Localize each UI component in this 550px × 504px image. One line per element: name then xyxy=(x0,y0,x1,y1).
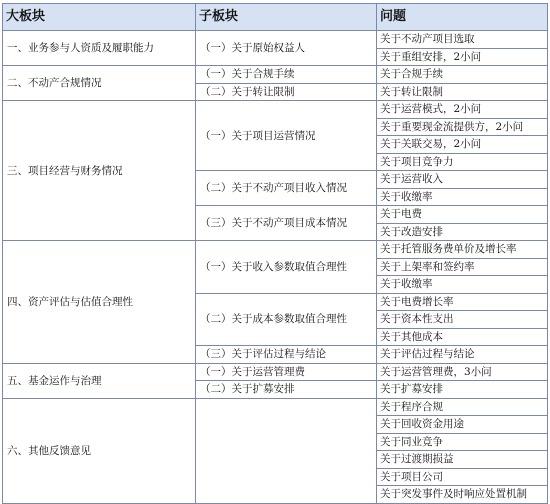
question-cell: 关于运营收入 xyxy=(377,171,548,189)
table-row xyxy=(3,31,548,49)
question-cell: 关于扩募安排 xyxy=(377,381,548,399)
question-cell: 关于程序合规 xyxy=(377,398,548,416)
question-cell: 关于突发事件及时响应处置机制 xyxy=(377,486,548,504)
major-section-cell: 三、项目经营与财务情况 xyxy=(3,101,196,241)
question-cell: 关于转让限制 xyxy=(377,83,548,101)
subsection-cell: （三）关于评估过程与结论 xyxy=(196,346,377,364)
subsection-cell: （一）关于合规手续 xyxy=(196,66,377,84)
subsection-cell: （二）关于转让限制 xyxy=(196,83,377,101)
question-cell: 关于改造安排 xyxy=(377,223,548,241)
subsection-cell: （三）关于不动产项目成本情况 xyxy=(196,206,377,241)
question-cell: 关于重组安排，2小问 xyxy=(377,48,548,66)
major-section-cell: 五、基金运作与治理 xyxy=(3,363,196,398)
subsection-cell: （一）关于收入参数取值合理性 xyxy=(196,241,377,294)
subsection-cell: （一）关于原始权益人 xyxy=(196,31,377,66)
question-cell: 关于合规手续 xyxy=(377,66,548,84)
table-row xyxy=(3,363,548,381)
subsection-cell: （二）关于不动产项目收入情况 xyxy=(196,171,377,206)
header-major-section: 大板块 xyxy=(3,4,196,31)
major-section-cell: 四、资产评估与估值合理性 xyxy=(3,241,196,364)
question-cell: 关于回收资金用途 xyxy=(377,416,548,434)
question-cell: 关于运营模式，2小问 xyxy=(377,101,548,119)
question-cell: 关于同业竞争 xyxy=(377,433,548,451)
header-subsection: 子板块 xyxy=(196,4,377,31)
major-section-cell: 二、不动产合规情况 xyxy=(3,66,196,101)
subsection-cell: （一）关于项目运营情况 xyxy=(196,101,377,171)
table-row xyxy=(3,66,548,84)
header-question: 问题 xyxy=(377,4,548,31)
question-cell: 关于收缴率 xyxy=(377,188,548,206)
question-cell: 关于收缴率 xyxy=(377,276,548,294)
question-cell: 关于资本性支出 xyxy=(377,311,548,329)
subsection-cell: （二）关于成本参数取值合理性 xyxy=(196,293,377,346)
question-cell: 关于电费增长率 xyxy=(377,293,548,311)
question-cell: 关于项目公司 xyxy=(377,468,548,486)
subsection-cell: （一）关于运营管理费 xyxy=(196,363,377,381)
question-cell: 关于项目竞争力 xyxy=(377,153,548,171)
question-cell: 关于运营管理费，3小问 xyxy=(377,363,548,381)
subsection-cell: （二）关于扩募安排 xyxy=(196,381,377,399)
table-body xyxy=(3,31,548,504)
question-cell: 关于其他成本 xyxy=(377,328,548,346)
question-cell: 关于电费 xyxy=(377,206,548,224)
question-cell: 关于上架率和签约率 xyxy=(377,258,548,276)
question-cell: 关于不动产项目选取 xyxy=(377,31,548,49)
issue-table xyxy=(2,3,548,504)
table-row xyxy=(3,101,548,119)
question-cell: 关于关联交易，2小问 xyxy=(377,136,548,154)
major-section-cell: 六、其他反馈意见 xyxy=(3,398,196,503)
question-cell: 关于重要现金流提供方，2小问 xyxy=(377,118,548,136)
question-cell: 关于托管服务费单价及增长率 xyxy=(377,241,548,259)
question-cell: 关于评估过程与结论 xyxy=(377,346,548,364)
table-row xyxy=(3,241,548,259)
table-header-row xyxy=(3,4,548,31)
question-cell: 关于过渡期损益 xyxy=(377,451,548,469)
table-row xyxy=(3,398,548,416)
major-section-cell: 一、业务参与人资质及履职能力 xyxy=(3,31,196,66)
subsection-cell xyxy=(196,398,377,503)
